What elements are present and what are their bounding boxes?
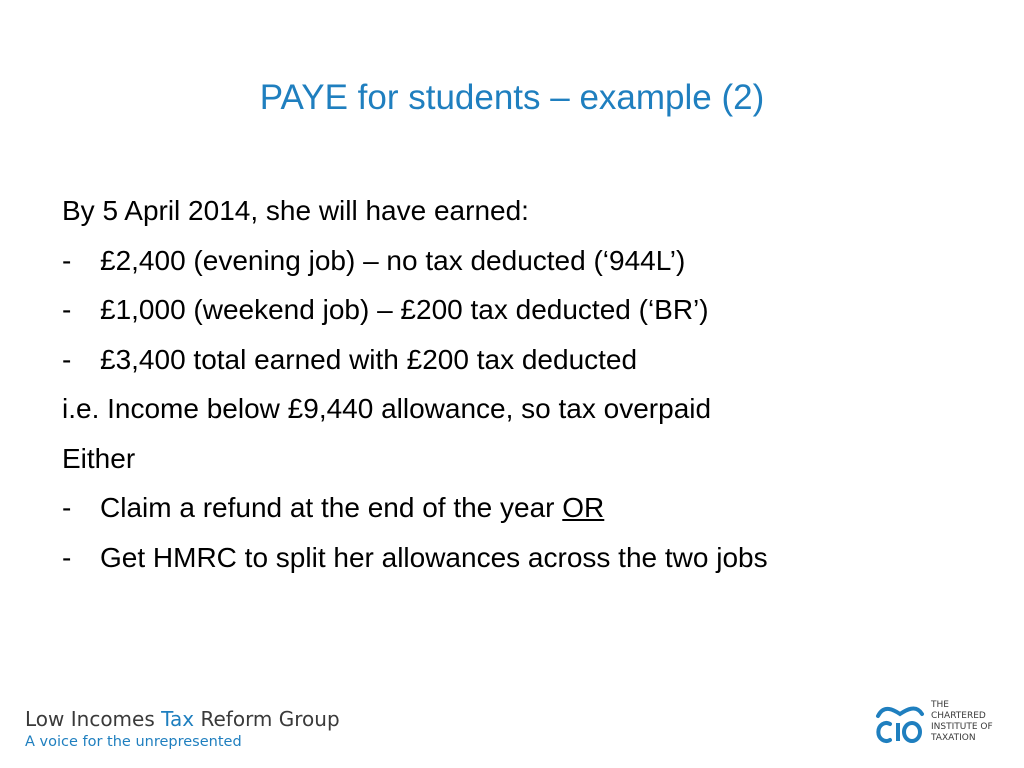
ciot-line: THE — [931, 700, 949, 710]
option-item — [62, 533, 982, 583]
ciot-line: INSTITUTE OF — [931, 722, 993, 732]
litrg-name-tax: Tax — [161, 707, 195, 731]
ciot-line: CHARTERED — [931, 711, 986, 721]
option-or-underlined: OR — [562, 492, 605, 523]
litrg-tagline: A voice for the unrepresented — [25, 734, 242, 750]
either-line: Either — [62, 442, 136, 474]
litrg-name-part2: Reform Group — [194, 707, 340, 731]
option-1-text: Claim a refund at the end of the year — [100, 492, 563, 523]
bullet-dash: - — [62, 244, 72, 276]
earnings-item-text: £2,400 (evening job) – no tax deducted (‘944L’) — [100, 244, 686, 276]
ciot-logo — [874, 698, 1004, 754]
earnings-item-text: £3,400 total earned with £200 tax deducted — [100, 343, 638, 375]
ciot-text — [931, 700, 993, 744]
earnings-item — [62, 236, 982, 286]
option-item — [62, 483, 982, 533]
litrg-name-part1: Low Incomes — [25, 707, 162, 731]
conclusion-line: i.e. Income below £9,440 allowance, so tax overpaid — [62, 393, 712, 424]
litrg-logo — [25, 706, 340, 752]
bullet-dash: - — [62, 492, 72, 523]
litrg-name — [25, 706, 340, 732]
ciot-line: TAXATION — [931, 733, 976, 743]
earnings-item-text: £1,000 (weekend job) – £200 tax deducted (‘BR’) — [100, 294, 709, 325]
slide-body — [62, 186, 982, 582]
earnings-item — [62, 285, 982, 335]
intro-line: By 5 April 2014, she will have earned: — [62, 195, 529, 226]
bullet-dash: - — [62, 343, 72, 375]
bullet-dash: - — [62, 541, 72, 573]
ciot-mark-icon — [874, 700, 926, 748]
earnings-item — [62, 335, 982, 385]
bullet-dash: - — [62, 294, 72, 325]
slide-title: PAYE for students – example (2) — [259, 78, 765, 117]
option-2-text: Get HMRC to split her allowances across the two jobs — [100, 541, 768, 573]
